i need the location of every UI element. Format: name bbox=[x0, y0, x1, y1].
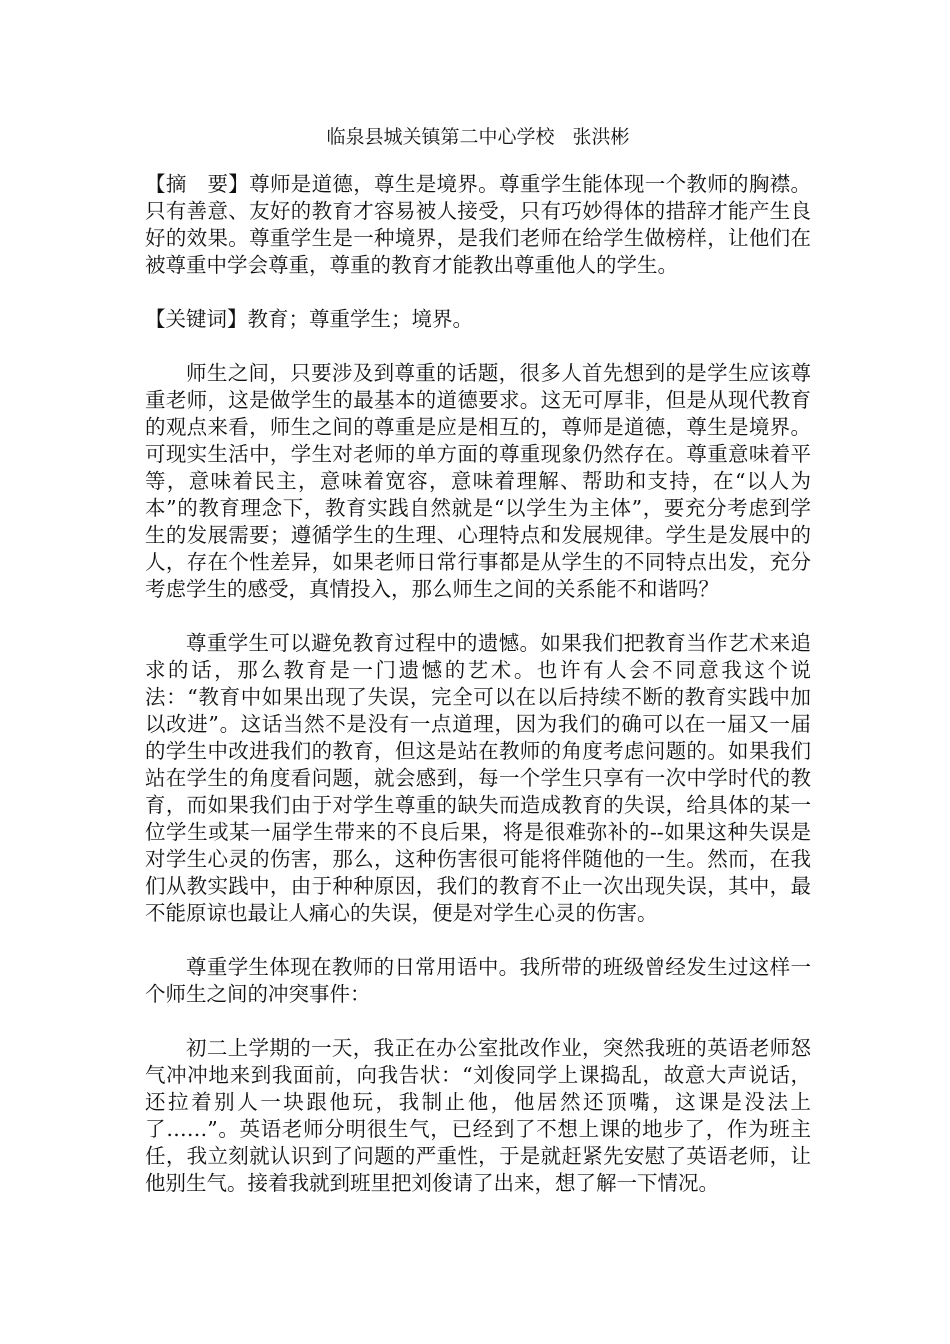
author-name: 张洪彬 bbox=[572, 126, 630, 148]
body-paragraph-2: 尊重学生可以避免教育过程中的遗憾。如果我们把教育当作艺术来追求的话，那么教育是一门遗憾的艺术。也许有人会不同意我这个说法：“教育中如果出现了失误，完全可以在以后持续不断的教育实践中加以改进”。这话当然不是没有一点道理，因为我们的确可以在一届又一届的学生中改进我们的教育，但这是站在教师的角度考虑问题的。如果我们站在学生的角度看问题，就会感到，每一个学生只享有一次中学时代的教育，而如果我们由于对学生尊重的缺失而造成教育的失误，给具体的某一位学生或某一届学生带来的不良后果，将是很难弥补的--如果这种失误是对学生心灵的伤害，那么，这种伤害很可能将伴随他的一生。然而，在我们从教实践中，由于种种原因，我们的教育不止一次出现失误，其中，最不能原谅也最让人痛心的失误，便是对学生心灵的伤害。 bbox=[145, 631, 811, 925]
body-paragraph-1: 师生之间，只要涉及到尊重的话题，很多人首先想到的是学生应该尊重老师，这是做学生的最基本的道德要求。这无可厚非，但是从现代教育的观点来看，师生之间的尊重是应是相互的，尊师是道德，尊生是境界。可现实生活中，学生对老师的单方面的尊重现象仍然存在。尊重意味着平等，意味着民主，意味着宽容，意味着理解、帮助和支持，在“以人为本”的教育理念下，教育实践自然就是“以学生为主体”，要充分考虑到学生的发展需要；遵循学生的生理、心理特点和发展规律。学生是发展中的人，存在个性差异，如果老师日常行事都是从学生的不同特点出发，充分考虑学生的感受，真情投入，那么师生之间的关系能不和谐吗？ bbox=[145, 361, 811, 601]
author-byline bbox=[145, 124, 811, 151]
abstract-text: 尊师是道德，尊生是境界。尊重学生能体现一个教师的胸襟。只有善意、友好的教育才容易被人接受，只有巧妙得体的措辞才能产生良好的效果。尊重学生是一种境界，是我们老师在给学生做榜样，让他们在被尊重中学会尊重，尊重的教育才能教出尊重他人的学生。 bbox=[145, 172, 812, 277]
document-body bbox=[145, 124, 811, 1224]
keywords-text: 教育；尊重学生；境界。 bbox=[247, 307, 473, 331]
abstract-paragraph bbox=[145, 171, 811, 279]
keywords-label: 【关键词】 bbox=[145, 307, 248, 331]
body-paragraph-4: 初二上学期的一天，我正在办公室批改作业，突然我班的英语老师怒气冲冲地来到我面前，向我告状：“刘俊同学上课捣乱，故意大声说话，还拉着别人一块跟他玩，我制止他，他居然还顶嘴，这课是没法上了……”。英语老师分明很生气，已经到了不想上课的地步了，作为班主任，我立刻就认识到了问题的严重性，于是就赶紧先安慰了英语老师，让他别生气。接着我就到班里把刘俊请了出来，想了解一下情况。 bbox=[145, 1036, 811, 1195]
abstract-label: 【摘 要】 bbox=[145, 172, 250, 196]
keywords-paragraph bbox=[145, 306, 811, 333]
school-name: 临泉县城关镇第二中心学校 bbox=[326, 126, 555, 148]
body-paragraph-3: 尊重学生体现在教师的日常用语中。我所带的班级曾经发生过这样一个师生之间的冲突事件： bbox=[145, 955, 811, 1006]
